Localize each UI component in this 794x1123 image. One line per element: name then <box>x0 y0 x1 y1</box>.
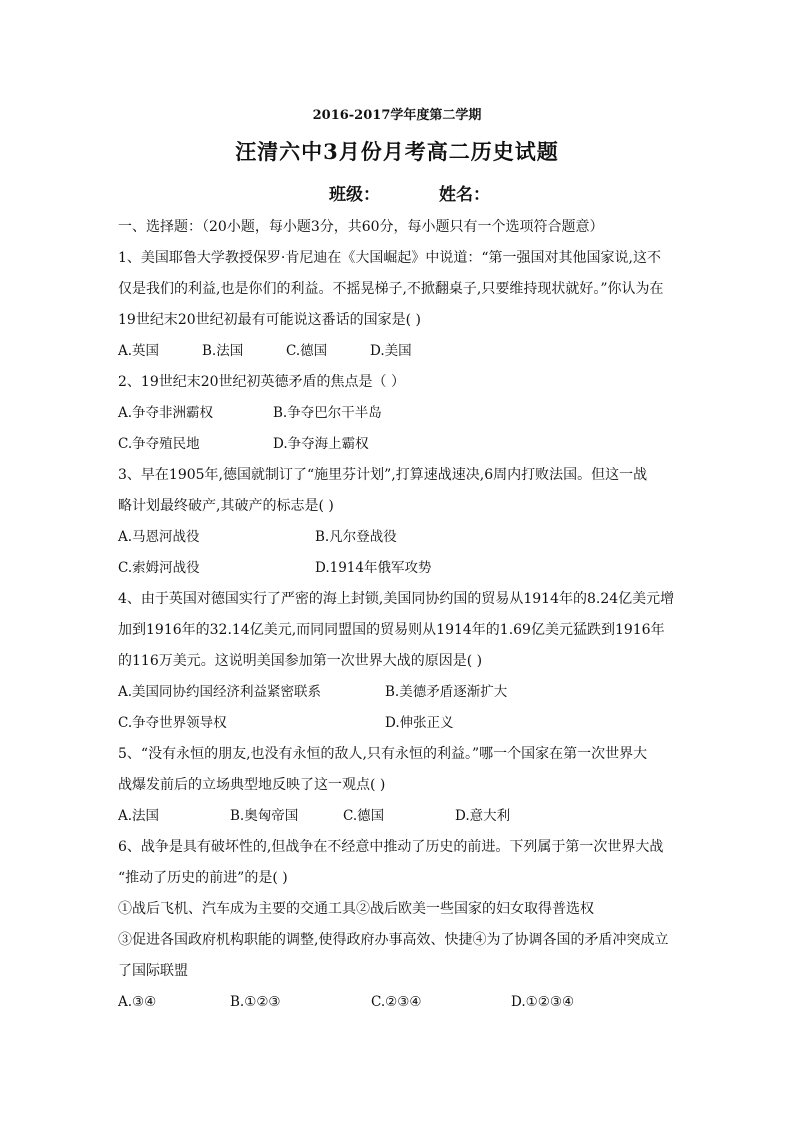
question-text: 4、由于英国对德国实行了严密的海上封锁,美国同协约国的贸易从1914年的8.24亿美元增 <box>118 591 675 607</box>
option-d: D.争夺海上霸权 <box>273 436 369 452</box>
option-a: A.争夺非洲霸权 <box>118 405 214 421</box>
option-row <box>118 681 680 712</box>
question-text: 19世纪末20世纪初最有可能说这番话的国家是( ) <box>118 312 422 328</box>
option-row <box>118 805 680 836</box>
question-text: 加到1916年的32.14亿美元,而同同盟国的贸易则从1914年的1.69亿美元猛跌到1916年 <box>118 622 665 638</box>
option-d: D.意大利 <box>455 808 511 824</box>
option-a: A.美国同协约国经济利益紧密联系 <box>118 684 322 700</box>
option-row <box>118 991 680 1022</box>
section-instruction: 一、选择题：（20小题，每小题3分，共60分，每小题只有一个选项符合题意） <box>118 219 604 235</box>
question-text: 6、战争是具有破坏性的,但战争在不经意中推动了历史的前进。下列属于第一次世界大战 <box>118 839 664 855</box>
exam-title: 汪清六中3月份月考高二历史试题 <box>235 139 559 164</box>
option-b: B.凡尔登战役 <box>315 529 397 545</box>
option-a: A.法国 <box>118 808 160 824</box>
option-a: A.马恩河战役 <box>118 529 200 545</box>
option-c: C.②③④ <box>371 994 422 1010</box>
question-2 <box>118 371 680 464</box>
question-4 <box>118 588 680 743</box>
question-text: ③促进各国政府机构职能的调整,使得政府办事高效、快捷④为了协调各国的矛盾冲突成立 <box>118 932 669 948</box>
option-b: B.奥匈帝国 <box>230 808 299 824</box>
option-row <box>118 402 680 433</box>
class-label: 班级： <box>329 185 380 205</box>
question-text: 2、19世纪末20世纪初英德矛盾的焦点是（ ） <box>118 374 405 390</box>
option-row <box>118 526 680 557</box>
option-d: D.1914年俄军攻势 <box>315 560 432 576</box>
name-label: 姓名： <box>439 185 490 205</box>
question-5 <box>118 743 680 836</box>
option-row <box>118 712 680 743</box>
question-text: 仅是我们的利益,也是你们的利益。不摇晃梯子,不掀翻桌子,只要维持现状就好。”你认为在 <box>118 281 664 297</box>
option-d: D.①②③④ <box>511 994 575 1010</box>
option-row <box>118 433 680 464</box>
option-c: C.索姆河战役 <box>118 560 200 576</box>
option-b: B.美德矛盾逐渐扩大 <box>385 684 508 700</box>
question-text: “推动了历史的前进”的是( ) <box>118 870 288 886</box>
option-c: C.争夺殖民地 <box>118 436 200 452</box>
question-text: 1、美国耶鲁大学教授保罗·肯尼迪在《大国崛起》中说道：“第一强国对其他国家说,这不 <box>118 250 661 266</box>
question-text: 略计划最终破产,其破产的标志是( ) <box>118 498 334 514</box>
question-1 <box>118 247 680 371</box>
question-6 <box>118 836 680 1022</box>
option-d: D.伸张正义 <box>385 715 454 731</box>
exam-content <box>118 216 680 1022</box>
option-row <box>118 557 680 588</box>
option-b: B.①②③ <box>230 994 281 1010</box>
exam-term: 2016-2017学年度第二学期 <box>312 108 482 123</box>
question-text: 3、早在1905年,德国就制订了“施里芬计划”,打算速战速决,6周内打败法国。但这一战 <box>118 467 648 483</box>
question-text: 5、“没有永恒的朋友,也没有永恒的敌人,只有永恒的利益。”哪一个国家在第一次世界大 <box>118 746 648 762</box>
question-text: 战爆发前后的立场典型地反映了这一观点( ) <box>118 777 386 793</box>
question-text: ①战后飞机、汽车成为主要的交通工具②战后欧美一些国家的妇女取得普选权 <box>118 901 594 917</box>
option-row <box>118 340 680 371</box>
option-a: A.③④ <box>118 994 157 1010</box>
option-c: C.德国 <box>286 343 328 359</box>
option-c: C.德国 <box>343 808 385 824</box>
option-d: D.美国 <box>370 343 412 359</box>
question-text: 了国际联盟 <box>118 963 188 979</box>
option-a: A.英国 <box>118 343 160 359</box>
option-b: B.法国 <box>202 343 244 359</box>
option-b: B.争夺巴尔干半岛 <box>273 405 382 421</box>
question-text: 的116万美元。这说明美国参加第一次世界大战的原因是( ) <box>118 653 483 669</box>
option-c: C.争夺世界领导权 <box>118 715 227 731</box>
question-3 <box>118 464 680 588</box>
